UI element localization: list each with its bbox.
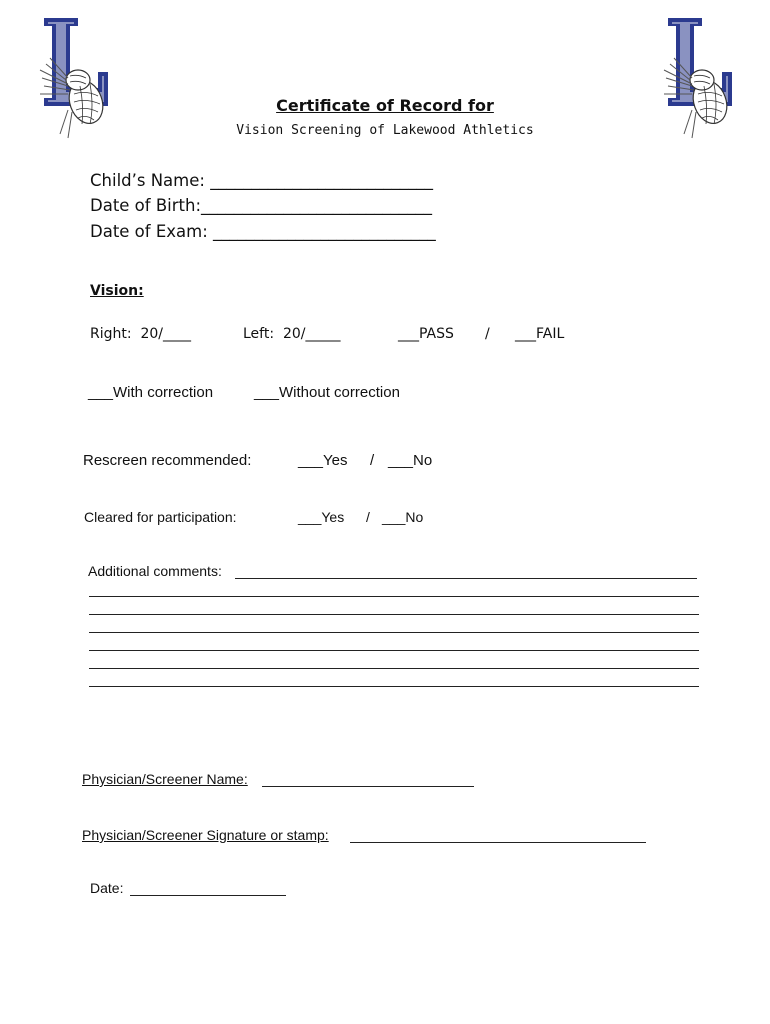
date-label: Date: xyxy=(90,880,124,896)
physician-name-line[interactable] xyxy=(262,786,474,787)
right-eye-field[interactable]: Right: 20/____ xyxy=(90,326,192,342)
physician-signature-label: Physician/Screener Signature or stamp: xyxy=(82,827,329,843)
physician-signature-line[interactable] xyxy=(350,842,646,843)
fail-option[interactable]: ___FAIL xyxy=(515,326,565,342)
rescreen-yes-option[interactable]: ___Yes xyxy=(298,452,348,469)
comments-line[interactable] xyxy=(89,686,699,687)
rescreen-no-option[interactable]: ___No xyxy=(388,452,433,469)
date-of-exam-field[interactable]: Date of Exam: ___________________________ xyxy=(90,222,436,241)
comments-line[interactable] xyxy=(89,668,699,669)
left-eye-field[interactable]: Left: 20/_____ xyxy=(243,326,341,342)
date-line[interactable] xyxy=(130,895,286,896)
date-of-birth-field[interactable]: Date of Birth:____________________________ xyxy=(90,196,433,215)
childs-name-field[interactable]: Child’s Name: ___________________________ xyxy=(90,171,433,190)
comments-label: Additional comments: xyxy=(88,563,222,579)
rescreen-separator: / xyxy=(370,452,375,469)
comments-line[interactable] xyxy=(89,650,699,651)
cleared-label: Cleared for participation: xyxy=(84,509,237,525)
with-correction-option[interactable]: ___With correction xyxy=(88,384,214,401)
cleared-yes-option[interactable]: ___Yes xyxy=(298,509,345,525)
cleared-separator: / xyxy=(366,509,370,525)
comments-line[interactable] xyxy=(235,578,697,579)
comments-line[interactable] xyxy=(89,632,699,633)
cleared-no-option[interactable]: ___No xyxy=(382,509,424,525)
comments-line[interactable] xyxy=(89,614,699,615)
vision-heading: Vision: xyxy=(90,283,144,299)
page-subtitle: Vision Screening of Lakewood Athletics xyxy=(236,123,534,138)
comments-line[interactable] xyxy=(89,596,699,597)
pass-fail-separator: / xyxy=(485,326,490,342)
without-correction-option[interactable]: ___Without correction xyxy=(254,384,400,401)
rescreen-label: Rescreen recommended: xyxy=(83,452,252,469)
physician-name-label: Physician/Screener Name: xyxy=(82,771,248,787)
page-title: Certificate of Record for xyxy=(276,96,494,115)
pass-option[interactable]: ___PASS xyxy=(398,326,454,342)
